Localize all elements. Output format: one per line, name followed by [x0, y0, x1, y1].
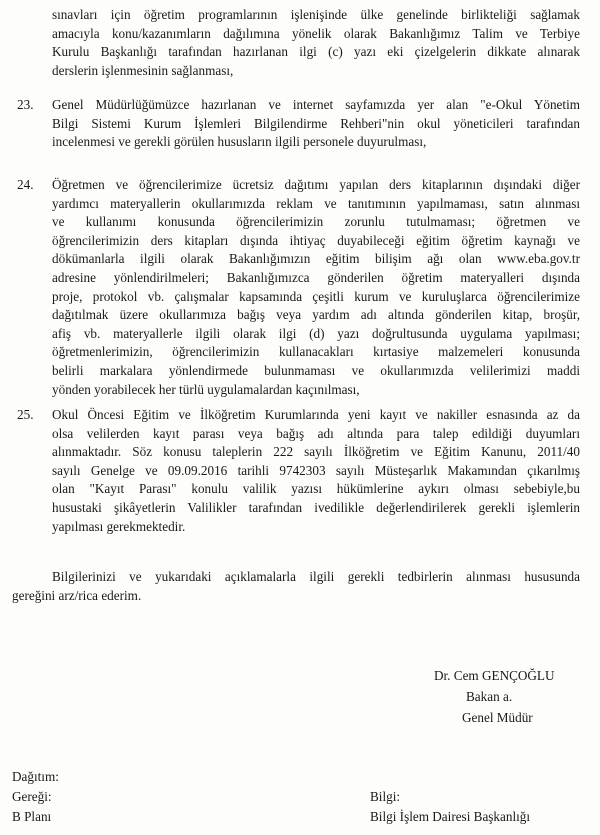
signer-on-behalf: Bakan a.: [466, 689, 513, 704]
distribution-info-value: Bilgi İşlem Dairesi Başkanlığı: [370, 809, 531, 824]
text-line: sınavları için öğretim programlarının işlenişinde ülke genelinde birlikteliği sağlamak: [52, 7, 580, 22]
item-number: 23.: [17, 97, 34, 112]
text-line: gereğini arz/rica ederim.: [12, 587, 142, 603]
text-line: Öğretmen ve öğrencilerimize ücretsiz dağıtımı yapılan ders kitaplarının dışındaki diğer: [52, 177, 580, 192]
text-line: amacıyla konu/kazanımların dağılımına yönelik olarak Bakanlığımız Talim ve Terbiye: [52, 25, 580, 41]
item-number: 24.: [17, 177, 34, 192]
text-line: proje, protokol vb. çalışmalar kapsamında çeşitli kurum ve kuruluşlarca öğrencilerimize: [52, 288, 580, 304]
text-line: adresine yönlendirilmeleri; Bakanlığımızca gönderilen öğretim materyalleri dışında: [52, 269, 580, 285]
text-line: afiş vb. materyallerle ilgili olarak ilgi (d) yazı doğrultusunda uygulama yapılması;: [52, 325, 580, 341]
intro-paragraph: [52, 6, 580, 80]
text-line: dağıtılmak üzere okullarımıza bağış veya yardım adı altında gönderilen kitap, broşür,: [52, 307, 580, 323]
item-25-paragraph: [52, 406, 580, 536]
text-line: derslerin işlenmesinin sağlanması,: [52, 62, 234, 78]
signer-name: Dr. Cem GENÇOĞLU: [434, 668, 555, 683]
text-line: belirli markalara yönlendirmede bulunmaması ve okullarımızda velilerimizi maddi: [52, 362, 580, 378]
text-line: incelenmesi ve gerekli görülen hususların ilgili personele duyurulması,: [52, 134, 427, 150]
text-line: yapılması gerekmektedir.: [52, 518, 186, 534]
distribution-info-label: Bilgi:: [370, 789, 401, 804]
text-line: öğretmenlerimizin, öğrencilerimizin kullanacakları kırtasiye malzemeleri konusunda: [52, 344, 580, 360]
closing-paragraph: [12, 568, 580, 605]
signer-title: Genel Müdür: [462, 710, 533, 725]
item-24-paragraph: [52, 176, 580, 399]
text-line: Bilgi Sistemi Kurum İşlemleri Bilgilendirme Rehberi"nin okul yöneticileri tarafından: [52, 115, 580, 131]
item-number: 25.: [17, 407, 34, 422]
text-line: olsa velilerden kayıt parası veya bağış adı altında para talep edildiği duyumları: [52, 425, 580, 441]
text-line: olan "Kayıt Parası" konulu valilik yazısı hükümlerine aykırı olması sebebiyle,bu: [52, 481, 580, 497]
text-line: Genel Müdürlüğümüzce hazırlanan ve internet sayfamızda yer alan "e-Okul Yönetim: [52, 97, 580, 112]
item-23-paragraph: [52, 96, 580, 152]
text-line: Bilgilerinizi ve yukarıdaki açıklamalarla ilgili gerekli tedbirlerin alınması hususunda: [52, 569, 580, 584]
text-line: dökümanlarla ilgili olarak Bakanlığımızın eğitim bilişim ağı olan www.eba.gov.tr: [52, 251, 580, 267]
distribution-action-value: B Planı: [12, 809, 52, 824]
text-line: yönden yorabilecek her türlü uygulamalardan kaçınılması,: [52, 381, 360, 397]
text-line: husustaki şikâyetlerin Valilikler tarafından ivedilikle değerlendirilerek gerekli işlemlerin: [52, 499, 580, 515]
text-line: alınmaktadır. Söz konusu taleplerin 222 sayılı İlköğretim ve Eğitim Kanunu, 2011/40: [52, 444, 580, 460]
text-line: Kurulu Başkanlığı tarafından hazırlanan ilgi (c) yazı eki çizelgelerin dikkate alınarak: [52, 44, 580, 60]
distribution-heading: Dağıtım:: [12, 769, 59, 784]
text-line: Okul Öncesi Eğitim ve İlköğretim Kurumlarında yeni kayıt ve nakiller esnasında az da: [52, 407, 580, 422]
text-line: öğrencilerimizin ders kitapları dışında ihtiyaç duyabileceği eğitim öğretim kaynağı ve: [52, 232, 580, 248]
text-line: yardımcı materyallerin okullarımızda reklam ve tanıtımının yapılmaması, satın alınması: [52, 195, 580, 211]
text-line: sayılı Genelge ve 09.09.2016 tarihli 9742303 sayılı Müsteşarlık Makamından çıkarılmış: [52, 462, 580, 478]
distribution-action-label: Gereği:: [12, 789, 52, 804]
text-line: ve kullanımı konusunda öğrencilerimizin zorunlu tutulmaması; öğretmen ve: [52, 214, 580, 230]
